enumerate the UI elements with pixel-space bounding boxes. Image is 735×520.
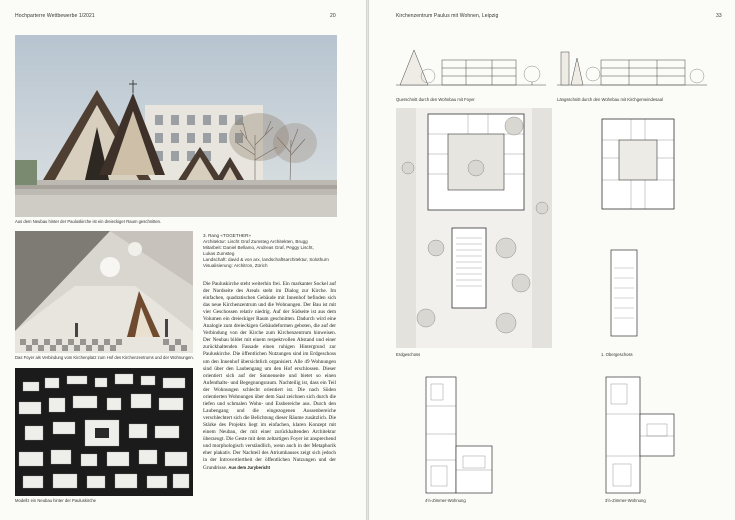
jury-text: [203, 281, 336, 501]
foyer-caption: Das Foyer als Verbindung vom Kirchenplatz zum Hof des Kirchenzentrums und der Wohnungen.: [15, 355, 194, 360]
church-illustration: [15, 35, 337, 217]
left-page-header-title: Hochparterre Wettbewerbe 1/2021: [15, 13, 95, 19]
model-caption: Modellz ein Neubau hinter der Pauluskirche: [15, 498, 97, 503]
right-page-header-title: Kirchenzentrum Paulus mit Wohnen, Leipzig: [396, 13, 499, 19]
foyer-illustration: [15, 231, 193, 353]
project-credits: [203, 233, 329, 270]
upper-floor-plan: [601, 118, 675, 210]
left-page-number: 20: [330, 13, 336, 19]
credit-team: Mitarbeit: Daniel Bellamo, Andreas Graf, Peggy Lischt,: [203, 245, 314, 251]
site-model-photo: [15, 368, 193, 496]
apartment-4-caption: 4½-Zimmer-Wohnung: [425, 498, 466, 503]
jury-source: Aus dem Jurybericht: [228, 465, 271, 471]
church-image: [15, 35, 337, 217]
credit-visualisation: Visualisierung: Architron, Zürich: [203, 263, 268, 269]
church-floor-svg: [609, 248, 639, 338]
cross-section-drawing: [396, 40, 546, 92]
credit-rank: 3. Rang «TOGETHER»: [203, 233, 251, 238]
long-section-drawing: [557, 40, 707, 92]
right-page-number: 33: [716, 13, 722, 19]
church-caption: Aus dem Neubau hinter der Pauluskirche ist ein dreieckiger Raum geschnitten.: [15, 219, 162, 224]
site-plan-svg: [396, 108, 552, 348]
ground-floor-caption: Erdgeschoss: [396, 352, 421, 357]
left-page: [0, 0, 366, 520]
long-section-caption: Längsschnitt durch den Wohnbau mit Kirchgemeindesaal: [557, 97, 663, 102]
cross-section-caption: Querschnitt durch den Wohnbau mit Foyer: [396, 97, 475, 102]
upper-floor-svg: [601, 118, 675, 210]
foyer-render: [15, 231, 193, 353]
site-model-illustration: [15, 368, 193, 496]
apartment-4-svg: [425, 376, 493, 494]
credit-team-cont: Lukas Zumsteg: [203, 251, 235, 257]
apartment-3-caption: 3½-Zimmer-Wohnung: [605, 498, 646, 503]
right-page: [369, 0, 735, 520]
jury-body: Die Pauluskirche steht weiterhin frei. Ein markanter Sockel auf der Nordseite des Areals steht im Dialog zur Kirche. Im einfachen, quadratischen Gebäude mit Innenhof befinden sich das neue Kirchenzentrum und die Wohnungen. Der Bau ist mit vier Geschossen relativ niedrig. Auf der Südseite ist aus dem Volumen ein dreieckiger Raum geschnitten. Dadurch wird eine Analogie zum dreieckigen Gebäudeformen geboten, die auf der Verbindung von der Kirche zum Kirchenzentrum hinweisen. Der Neubau bildet mit einem respektvollen Abstand und einer zurückhaltenden Fassade einen ruhigen Hintergrund zur Pauluskirche. Die öffentlichen Nutzungen sind im Erdgeschoss um den Innenhof übersichtlich organisiert. Alle 49 Wohnungen sind über den Laubengang um den Hof erschlossen. Dieser orientiert sich auf der Sonnenseite und bietet so einen Aufenthalts- und Begegnungsraum. Nachteilig ist, dass ein Teil der Wohnungen schlecht orientiert ist. Die nach Süden orientierten Wohnungen über dem Saal zeichnen sich durch die tiefen und schmalen Wohn- und Essbereiche aus. Durch den Laubengang und die eingezogenen Aussenbereiche verschlechtert sich die Belichtung dieser Räume zusätzlich. Die Stärke des Projekts liegt im einfachen, klaren Konzept mit einem Neubau, der mit einer zurückhaltenden Architektur überzeugt. Die Geste mit dem zeltartigen Foyer ist ansprechend und morphologisch verständlich, wenn auch in der Metaphorik eher plakativ. Der Nachteil des Atriumhauses zeigt sich jedoch in der Introvertiertheit der öffentlichen Nutzungen und der Grundrisse.: [203, 281, 336, 472]
credit-landscape: Landschaft: david & von arx, landschaftsarchitektur, Solothurn: [203, 257, 329, 263]
apartment-3-svg: [605, 376, 675, 494]
credit-architecture: Architektur: Lischt Graf Zumsteg Architekten, Brugg: [203, 239, 308, 245]
apartment-3-plan: [605, 376, 675, 494]
church-floor-plan: [609, 248, 639, 338]
apartment-4-plan: [425, 376, 493, 494]
upper-floor-caption: 1. Obergeschoss: [601, 352, 633, 357]
ground-floor-site-plan: [396, 108, 552, 348]
